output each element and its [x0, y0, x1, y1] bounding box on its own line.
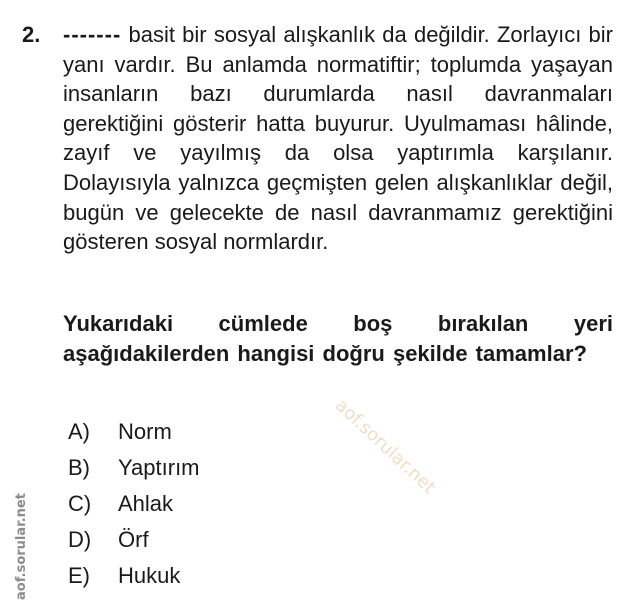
option-b[interactable]	[68, 450, 200, 486]
option-e[interactable]	[68, 558, 200, 594]
option-text: Örf	[118, 527, 149, 552]
option-letter: D)	[68, 527, 92, 552]
answer-options	[68, 414, 200, 594]
option-d[interactable]	[68, 522, 200, 558]
diagonal-watermark: aof.sorular.net	[330, 394, 440, 499]
option-text: Norm	[118, 419, 172, 444]
option-c[interactable]	[68, 486, 200, 522]
option-text: Ahlak	[118, 491, 174, 516]
side-watermark: aof.sorular.net	[14, 493, 29, 600]
option-a[interactable]	[68, 414, 200, 450]
option-text: Yaptırım	[118, 455, 200, 480]
option-text: Hukuk	[118, 563, 181, 588]
blank-placeholder: -------	[63, 22, 122, 47]
stem-text: basit bir sosyal alışkanlık da değildir. Zorlayıcı bir yanı vardır. Bu anlamda normatiftir; toplumda yaşayan insanların bazı durumlarda nasıl davranmaları gerektiğini gösterir hatta buyurur. Uyulmaması hâlinde, zayıf ve yayılmış da olsa yaptırımla karşılanır. Dolayısıyla yalnızca geçmişten gelen alışkanlıklar değil, bugün ve gelecekte de nasıl davranmamız gerektiğini gösteren sosyal normlardır.	[63, 22, 613, 255]
question-prompt: Yukarıdaki cümlede boş bırakılan yeri aşağıdakilerden hangisi doğru şekilde tamamlar?	[63, 311, 613, 366]
option-letter: A)	[68, 419, 90, 444]
question-stem	[63, 20, 613, 257]
option-letter: E)	[68, 563, 90, 588]
option-letter: C)	[68, 491, 92, 516]
question-number: 2.	[22, 22, 41, 47]
option-letter: B)	[68, 455, 90, 480]
